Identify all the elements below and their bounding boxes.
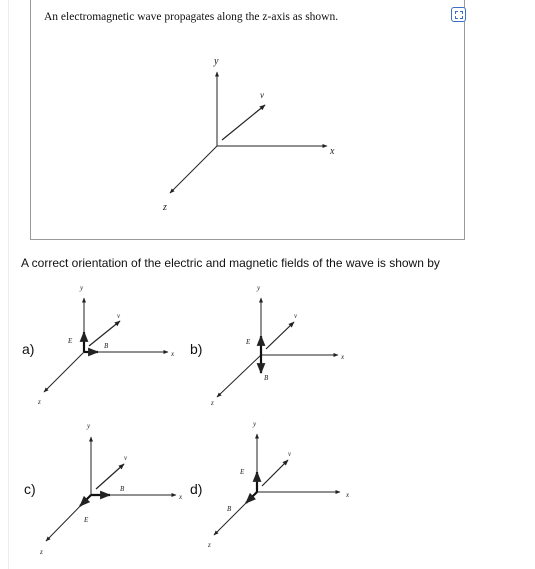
d-x-label: x <box>346 491 350 499</box>
d-b-label: B <box>227 505 232 513</box>
b-z-label: z <box>211 399 214 407</box>
d-b-arrow <box>246 492 257 503</box>
c-v-label: v <box>124 454 128 462</box>
c-e-label: E <box>84 516 89 524</box>
a-z-axis <box>44 352 84 392</box>
question-text: An electromagnetic wave propagates along the z-axis as shown. <box>44 11 339 23</box>
b-b-label: B <box>264 374 269 382</box>
b-z-axis <box>217 355 261 397</box>
a-z-label: z <box>38 398 41 406</box>
b-x-label: x <box>341 353 345 361</box>
d-y-label: y <box>253 420 257 428</box>
d-e-label: E <box>240 468 245 476</box>
option-a-label[interactable]: a) <box>22 341 35 357</box>
a-b-label: B <box>104 342 109 350</box>
main-x-label: x <box>330 146 335 157</box>
main-v-label: v <box>260 90 264 100</box>
c-e-arrow <box>80 495 91 506</box>
b-e-label: E <box>246 338 251 346</box>
c-x-label: x <box>179 493 183 501</box>
option-c-diagram[interactable] <box>39 422 183 556</box>
main-y-label: y <box>214 56 219 67</box>
main-axes-diagram <box>162 56 335 213</box>
option-c-label[interactable]: c) <box>24 481 36 497</box>
a-y-label: y <box>80 284 84 292</box>
c-z-label: z <box>40 548 43 556</box>
option-d-diagram[interactable] <box>207 420 350 549</box>
option-a-diagram[interactable] <box>37 284 175 406</box>
option-d-label[interactable]: d) <box>190 481 203 497</box>
d-v-arrow <box>262 460 288 486</box>
option-b-label[interactable]: b) <box>190 341 203 357</box>
b-v-arrow <box>266 322 294 349</box>
a-e-label: E <box>68 337 73 345</box>
a-v-label: v <box>117 312 121 320</box>
d-v-label: v <box>288 450 292 458</box>
main-z-label: z <box>163 202 167 213</box>
option-b-diagram[interactable] <box>210 284 345 407</box>
answer-prompt: A correct orientation of the electric and magnetic fields of the wave is shown by <box>21 256 440 270</box>
b-y-label: y <box>257 284 261 292</box>
d-z-label: z <box>208 541 211 549</box>
main-v-arrow <box>222 105 265 140</box>
a-x-label: x <box>171 350 175 358</box>
b-v-label: v <box>294 312 298 320</box>
c-y-label: y <box>87 422 91 430</box>
c-b-label: B <box>120 485 125 493</box>
main-z-axis <box>170 146 217 193</box>
